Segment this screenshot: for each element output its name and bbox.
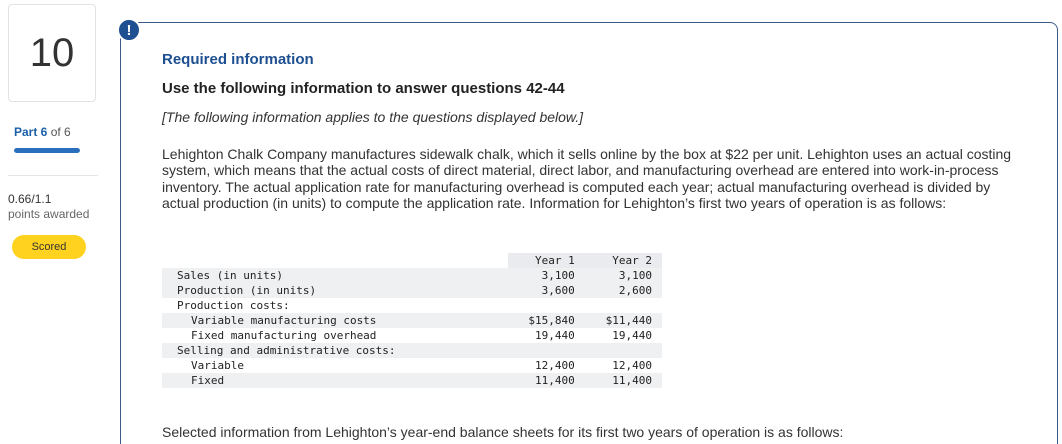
table-row (162, 373, 662, 388)
points-value: 0.66/1.1 (8, 192, 52, 206)
part-total: of 6 (47, 125, 71, 139)
table-row (162, 268, 662, 283)
table-row (162, 358, 662, 373)
question-number-box (8, 4, 96, 102)
row-value-year-2: 3,100 (585, 268, 662, 283)
table-header-row (162, 253, 662, 268)
row-value-year-2: 2,600 (585, 283, 662, 298)
row-label: Fixed (162, 373, 508, 388)
alert-icon: ! (117, 18, 141, 42)
row-value-year-2: $11,440 (585, 313, 662, 328)
table-row (162, 298, 662, 313)
part-progress-bar (14, 148, 80, 153)
sidebar-divider (8, 175, 98, 176)
part-indicator (14, 125, 71, 139)
row-value-year-2: 12,400 (612, 359, 652, 372)
row-value-year-1: 3,600 (508, 283, 585, 298)
row-label: Variable manufacturing costs (162, 313, 508, 328)
row-value-year-1 (508, 298, 585, 313)
table-row (162, 313, 662, 328)
row-value-year-1 (508, 343, 585, 358)
row-label: Selling and administrative costs: (162, 343, 508, 358)
required-info-title: Required information (162, 51, 314, 68)
scored-badge: Scored (12, 235, 86, 259)
row-label: Production costs: (177, 299, 290, 312)
row-label: Sales (in units) (162, 268, 508, 283)
financial-data-table (162, 253, 662, 388)
part-current: Part 6 (14, 125, 48, 139)
row-value-year-1: 11,400 (508, 373, 585, 388)
row-value-year-1: 19,440 (535, 329, 575, 342)
row-value-year-2 (585, 343, 662, 358)
instructions-heading: Use the following information to answer questions 42-44 (162, 80, 565, 97)
table-row (162, 328, 662, 343)
points-label: points awarded (8, 207, 90, 221)
row-value-year-1: 3,100 (508, 268, 585, 283)
row-value-year-1: $15,840 (508, 313, 585, 328)
part-progress-fill (14, 148, 80, 153)
selected-info-text: Selected information from Lehighton’s year-end balance sheets for its first two years of operation is as follows: (162, 424, 844, 440)
row-value-year-2 (585, 298, 662, 313)
row-label: Variable (191, 359, 244, 372)
applies-note: [The following information applies to the questions displayed below.] (162, 109, 584, 125)
question-number: 10 (29, 30, 75, 75)
table-row (162, 283, 662, 298)
row-label: Fixed manufacturing overhead (191, 329, 377, 342)
problem-paragraph: Lehighton Chalk Company manufactures sidewalk chalk, which it sells online by the box at $22 per unit. Lehighton uses an actual costing system, which means that the actual costs of direct material, direct labor, and manufacturing overhead are entered into work-in-process inventory. The actual application rate for manufacturing overhead is computed each year; actual manufacturing overhead is divided by actual production (in units) to compute the application rate. Information for Lehighton’s first two years of operation is as follows: (162, 146, 1012, 211)
column-header-year-1: Year 1 (508, 253, 585, 268)
row-value-year-2: 11,400 (585, 373, 662, 388)
column-header-year-2: Year 2 (585, 253, 662, 268)
table-row (162, 343, 662, 358)
row-value-year-2: 19,440 (612, 329, 652, 342)
row-label: Production (in units) (162, 283, 508, 298)
row-value-year-1: 12,400 (535, 359, 575, 372)
